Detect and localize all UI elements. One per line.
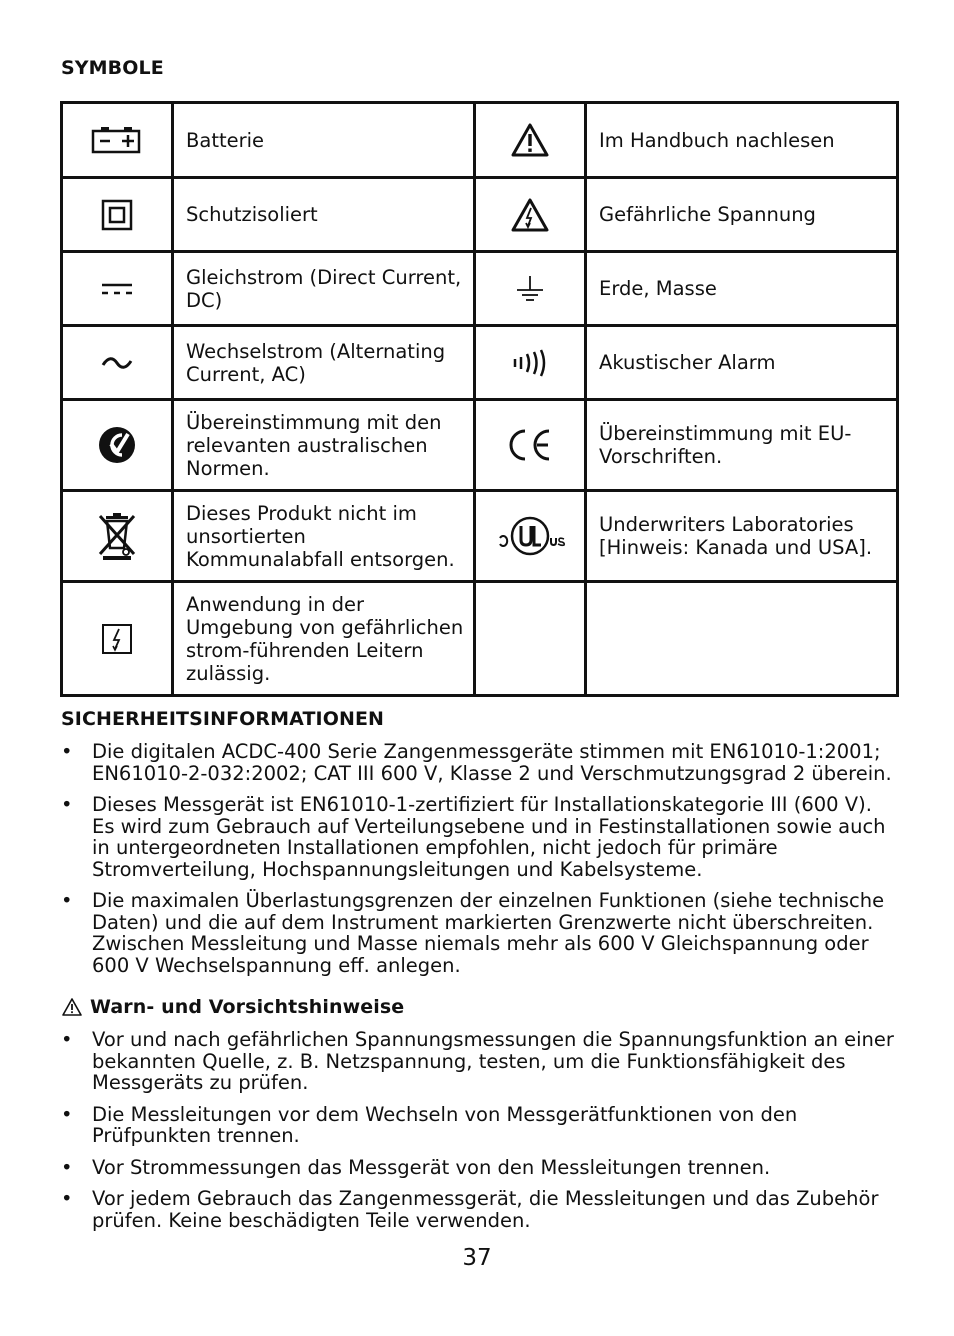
symbol-description: Gleichstrom (Direct Current, DC) [173,252,475,326]
warnings-list [60,1029,900,1241]
symbol-cell [475,178,586,252]
table-row [62,178,898,252]
symbol-cell [62,326,173,400]
direct-current-icon [101,282,133,296]
table-row [62,491,898,582]
safety-list [60,741,900,986]
ul-listed-icon [494,514,566,558]
symbol-description: Übereinstimmung mit EU-Vorschriften. [586,400,898,491]
symbols-heading: SYMBOLE [61,57,164,79]
list-item: • Vor und nach gefährlichen Spannungsmessungen die Spannungsfunktion an einer bekannten Quelle, z. B. Netzspannung, testen, um die Funktionsfähigkeit des Messgeräts zu prüfen. [60,1029,900,1094]
double-insulation-icon [101,199,133,231]
symbol-description: Gefährliche Spannung [586,178,898,252]
list-item: • Dieses Messgerät ist EN61010-1-zertifiziert für Installationskategorie III (600 V). Es wird zum Gebrauch auf Verteilungsebene und in Festinstallationen sowie auch in untergeordneten Installationen empfohlen, nicht jedoch für primäre Stromverteilung, Hochspannungsleitungen und Kabelsysteme. [60,794,900,880]
table-row [62,326,898,400]
ground-icon [515,274,545,304]
weee-bin-icon [97,510,137,562]
list-item: • Die maximalen Überlastungsgrenzen der einzelnen Funktionen (siehe technische Daten) und die auf dem Instrument markierten Grenzwerte nicht überschreiten. Zwischen Messleitung und Masse niemals mehr als 600 V Gleichspannung oder 600 V Wechselspannung eff. anlegen. [60,890,900,976]
symbol-description: Dieses Produkt nicht im unsortierten Kommunalabfall entsorgen. [173,491,475,582]
table-row [62,103,898,178]
live-conductor-icon [101,623,133,655]
symbol-cell [62,582,173,696]
symbol-description: Underwriters Laboratories [Hinweis: Kanada und USA]. [586,491,898,582]
symbol-cell [62,178,173,252]
warnings-heading-text: Warn- und Vorsichtshinweise [90,996,405,1018]
symbol-description: Akustischer Alarm [586,326,898,400]
symbol-description: Übereinstimmung mit den relevanten australischen Normen. [173,400,475,491]
safety-heading: SICHERHEITSINFORMATIONEN [61,708,385,730]
symbol-cell [475,252,586,326]
list-item: • Die Messleitungen vor dem Wechseln von Messgerätfunktionen von den Prüfpunkten trennen. [60,1104,900,1147]
list-item: • Die digitalen ACDC-400 Serie Zangenmessgeräte stimmen mit EN61010-1:2001; EN61010-2-032:2002; CAT III 600 V, Klasse 2 und Verschmutzungsgrad 2 überein. [60,741,900,784]
c-tick-icon [98,426,136,464]
page-number: 37 [462,1245,492,1271]
high-voltage-triangle-icon [510,197,550,233]
symbol-description: Schutzisoliert [173,178,475,252]
symbol-description: Batterie [173,103,475,178]
symbol-cell [475,103,586,178]
ce-mark-icon [507,428,553,462]
symbol-description: Wechselstrom (Alternating Current, AC) [173,326,475,400]
symbol-cell [62,400,173,491]
symbol-cell [62,252,173,326]
empty-description-cell [586,582,898,696]
symbol-cell [475,491,586,582]
symbol-description: Erde, Masse [586,252,898,326]
symbol-cell [475,400,586,491]
alternating-current-icon [101,356,133,370]
symbol-cell [62,491,173,582]
list-item: • Vor jedem Gebrauch das Zangenmessgerät, die Messleitungen und das Zubehör prüfen. Keine beschädigten Teile verwenden. [60,1188,900,1231]
empty-symbol-cell [475,582,586,696]
list-item: • Vor Strommessungen das Messgerät von den Messleitungen trennen. [60,1157,900,1179]
warnings-heading [61,996,404,1018]
symbol-cell [62,103,173,178]
table-row [62,582,898,696]
symbol-cell [475,326,586,400]
audible-alarm-icon [512,349,548,377]
symbol-description: Im Handbuch nachlesen [586,103,898,178]
symbol-description: Anwendung in der Umgebung von gefährlichen strom-führenden Leitern zulässig. [173,582,475,696]
battery-icon [91,125,143,155]
table-row [62,252,898,326]
symbols-table [60,101,899,697]
table-row [62,400,898,491]
warning-triangle-icon [510,122,550,158]
warning-triangle-icon [61,997,83,1017]
